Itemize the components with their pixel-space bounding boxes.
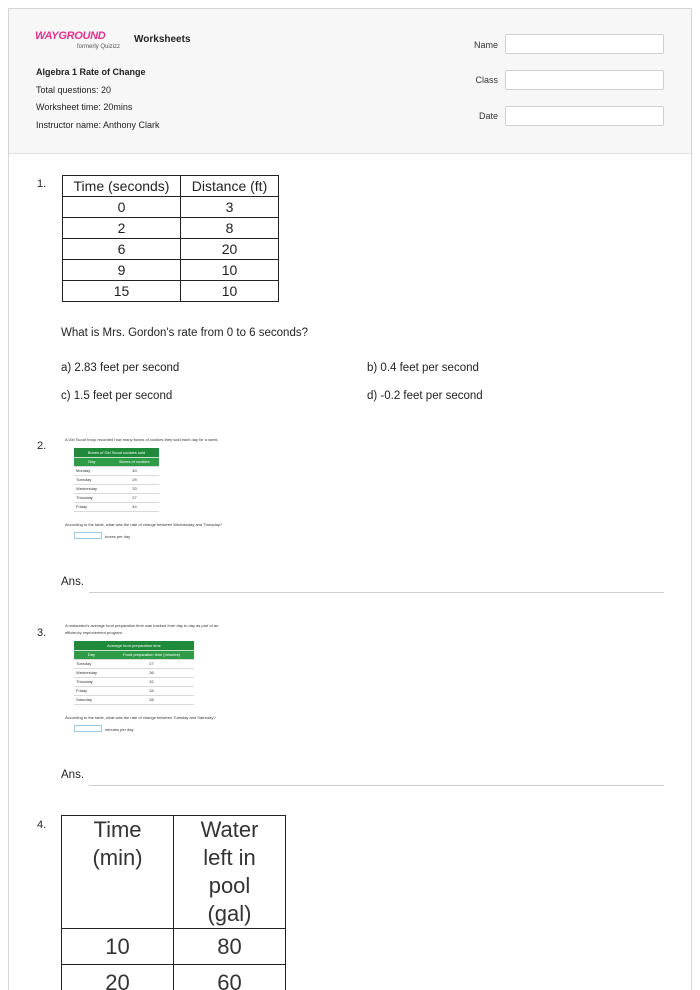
q2-table <box>74 448 159 512</box>
table-row <box>74 475 159 484</box>
total-questions: Total questions: 20 <box>36 85 112 95</box>
table-cell: 27 <box>110 493 159 502</box>
question-4-number: 4. <box>37 819 47 831</box>
q2-header-day: Day <box>74 457 110 466</box>
table-cell: 15 <box>63 281 181 302</box>
table-row <box>74 659 194 668</box>
table-cell: 29 <box>110 475 159 484</box>
table-cell: 20 <box>181 239 279 260</box>
table-cell: 38 <box>109 695 194 704</box>
q1-option-a[interactable]: a) 2.83 feet per second <box>61 362 180 374</box>
table-cell: 2 <box>63 218 181 239</box>
table-cell: 10 <box>62 929 174 965</box>
q3-question: According to the table, what was the rate of change between Tuesday and Saturday? <box>65 715 216 720</box>
q4-table <box>61 815 286 990</box>
table-row <box>74 677 194 686</box>
question-3-number: 3. <box>37 627 47 639</box>
q2-intro: A Girl Scout troop recorded how many boxes of cookies they sold each day for a week. <box>65 437 219 442</box>
q3-intro-line-2: efficiency improvement program. <box>65 630 123 635</box>
wayground-logo <box>35 28 130 58</box>
q1-header-time: Time (seconds) <box>63 176 181 197</box>
q1-option-c[interactable]: c) 1.5 feet per second <box>61 390 173 402</box>
q3-ans-label: Ans. <box>61 769 85 781</box>
table-row <box>62 929 286 965</box>
q4-header-water <box>174 816 286 929</box>
q4-header-water-line-3: pool <box>208 873 251 898</box>
table-cell: Thursday <box>74 677 109 686</box>
table-cell: 9 <box>63 260 181 281</box>
class-label: Class <box>475 75 498 85</box>
q2-unit: boxes per day <box>105 534 131 539</box>
q3-answer-line[interactable] <box>89 785 664 786</box>
q4-header-time-line-2: (min) <box>92 845 143 870</box>
q3-table <box>74 641 194 705</box>
q4-header-water-line-1: Water <box>200 817 259 842</box>
table-cell: 80 <box>174 929 286 965</box>
question-2-number: 2. <box>37 440 47 452</box>
worksheet-title: Algebra 1 Rate of Change <box>36 67 146 77</box>
date-field[interactable] <box>505 106 664 126</box>
table-cell: 33 <box>110 484 159 493</box>
date-label: Date <box>478 111 498 121</box>
table-row <box>63 176 279 197</box>
table-row <box>63 281 279 302</box>
instructor-name: Instructor name: Anthony Clark <box>36 120 160 130</box>
brand-title: Worksheets <box>134 34 191 45</box>
table-row <box>63 218 279 239</box>
table-cell: 27 <box>109 659 194 668</box>
q3-intro-line-1: A restaurant's average food preparation time was tracked from day to day as part of an <box>65 623 219 628</box>
table-row <box>74 686 194 695</box>
table-row <box>74 466 159 475</box>
name-field[interactable] <box>505 34 664 54</box>
q1-option-d[interactable]: d) -0.2 feet per second <box>367 390 483 402</box>
q2-question: According to the table, what was the rate of change between Wednesday and Thursday? <box>65 522 223 527</box>
q2-ans-label: Ans. <box>61 576 85 588</box>
q1-table <box>62 175 279 302</box>
logo-subtitle: formerly Quizizz <box>77 44 121 50</box>
question-1-number: 1. <box>37 178 47 190</box>
table-cell: 3 <box>181 197 279 218</box>
q2-table-title: Boxes of Girl Scout cookies sold <box>74 448 159 457</box>
q4-header-time <box>62 816 174 929</box>
worksheet-header <box>9 9 691 154</box>
q3-table-title: Average food preparation time <box>74 641 194 650</box>
table-cell: Friday <box>74 502 110 511</box>
table-cell: 10 <box>181 281 279 302</box>
table-cell: Thursday <box>74 493 110 502</box>
q4-header-time-line-1: Time <box>93 817 142 842</box>
q4-header-water-line-2: left in <box>203 845 256 870</box>
q3-header-day: Day <box>74 650 109 659</box>
table-cell: 20 <box>62 965 174 990</box>
table-row <box>74 484 159 493</box>
q3-answer-box[interactable] <box>74 725 102 732</box>
table-row <box>74 668 194 677</box>
table-cell: 6 <box>63 239 181 260</box>
question-1-text: What is Mrs. Gordon's rate from 0 to 6 seconds? <box>61 327 308 339</box>
worksheet-page <box>8 8 692 990</box>
table-row <box>63 239 279 260</box>
table-row <box>74 502 159 511</box>
table-cell: 10 <box>181 260 279 281</box>
table-row <box>63 197 279 218</box>
q2-answer-box[interactable] <box>74 532 102 539</box>
table-cell: Tuesday <box>74 475 110 484</box>
q3-unit: minutes per day <box>105 727 134 732</box>
table-cell: Wednesday <box>74 668 109 677</box>
table-row <box>74 493 159 502</box>
q1-header-distance: Distance (ft) <box>181 176 279 197</box>
table-cell: 32 <box>109 677 194 686</box>
table-cell: 34 <box>109 686 194 695</box>
table-cell: 60 <box>174 965 286 990</box>
table-cell: Friday <box>74 686 109 695</box>
class-field[interactable] <box>505 70 664 90</box>
worksheet-time: Worksheet time: 20mins <box>36 102 133 112</box>
table-row <box>62 965 286 990</box>
table-cell: 8 <box>181 218 279 239</box>
table-row <box>63 260 279 281</box>
q4-header-water-line-4: (gal) <box>207 901 252 926</box>
table-cell: Tuesday <box>74 659 109 668</box>
name-label: Name <box>473 40 498 50</box>
table-cell: Wednesday <box>74 484 110 493</box>
logo-wordmark: WAYGROUND <box>35 30 106 42</box>
q2-header-boxes: Boxes of cookies <box>110 457 159 466</box>
table-cell: 36 <box>109 668 194 677</box>
q1-option-b[interactable]: b) 0.4 feet per second <box>367 362 479 374</box>
table-cell: Monday <box>74 466 110 475</box>
q2-answer-line[interactable] <box>89 592 664 593</box>
table-cell: Saturday <box>74 695 109 704</box>
table-cell: 40 <box>110 466 159 475</box>
table-cell: 0 <box>63 197 181 218</box>
table-row <box>62 816 286 929</box>
q3-header-time: Food preparation time (minutes) <box>109 650 194 659</box>
table-row <box>74 695 194 704</box>
table-cell: 44 <box>110 502 159 511</box>
